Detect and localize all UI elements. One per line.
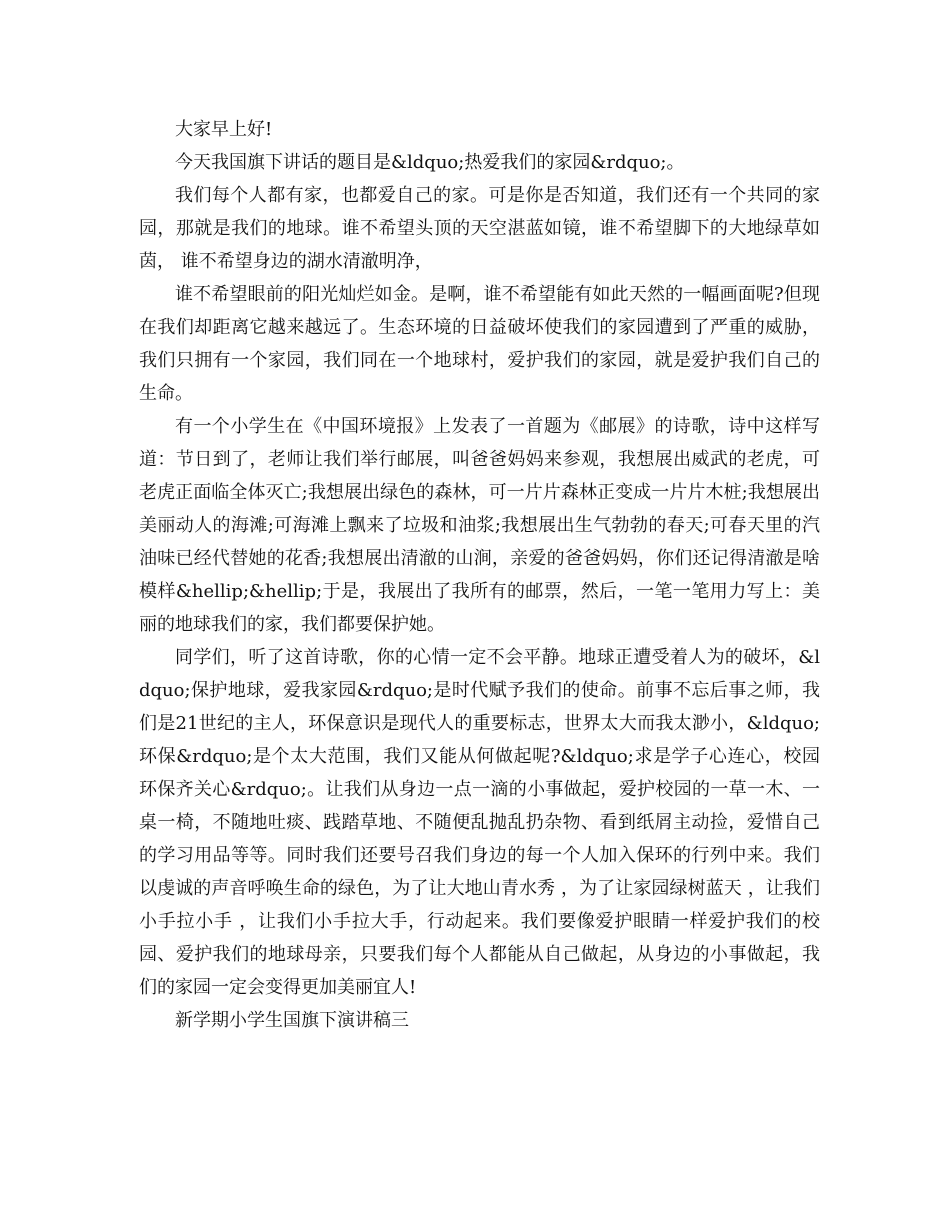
paragraph-sunlight: 谁不希望眼前的阳光灿烂如金。是啊，谁不希望能有如此天然的一幅画面呢?但现在我们却距离它越来越远了。生态环境的日益破坏使我们的家园遭到了严重的威胁，我们只拥有一个家园，我们同在一个地球村，爱护我们的家园，就是爱护我们自己的生命。: [139, 284, 820, 404]
paragraph-classmates: 同学们，听了这首诗歌，你的心情一定不会平静。地球正遭受着人为的破坏，&ldquo;保护地球，爱我家园&rdquo;是时代赋予我们的使命。前事不忘后事之师，我们是21世纪的主人，环保意识是现代人的重要标志，世界太大而我太渺小，&ldquo;环保&rdquo;是个太大范围，我们又能从何做起呢?&ldquo;求是学子心连心，校园环保齐关心&rdquo;。让我们从身边一点一滴的小事做起，爱护校园的一草一木、一桌一椅，不随地吐痰、践踏草地、不随便乱抛乱扔杂物、看到纸屑主动捡，爱惜自己的学习用品等等。同时我们还要号召我们身边的每一个人加入保环的行列中来。我们以虔诚的声音呼唤生命的绿色，为了让大地山青水秀 ，为了让家园绿树蓝天 ，让我们小手拉小手 ，让我们小手拉大手，行动起来。我们要像爱护眼睛一样爱护我们的校园、爱护我们的地球母亲，只要我们每个人都能从自己做起，从身边的小事做起，我们的家园一定会变得更加美丽宜人!: [139, 647, 820, 998]
paragraph-stamp-poem: 有一个小学生在《中国环境报》上发表了一首题为《邮展》的诗歌，诗中这样写道：节日到了，老师让我们举行邮展，叫爸爸妈妈来参观，我想展出威武的老虎，可老虎正面临全体灭亡;我想展出绿色的森林，可一片片森林正变成一片片木桩;我想展出美丽动人的海滩;可海滩上飘来了垃圾和油浆;我想展出生气勃勃的春天;可春天里的汽油味已经代替她的花香;我想展出清澈的山涧，亲爱的爸爸妈妈，你们还记得清澈是啥模样&hellip;&hellip;于是，我展出了我所有的邮票，然后，一笔一笔用力写上：美丽的地球我们的家，我们都要保护她。: [139, 416, 820, 635]
paragraph-next-title: 新学期小学生国旗下演讲稿三: [175, 1010, 409, 1031]
paragraph-greeting: 大家早上好!: [175, 119, 273, 140]
paragraph-topic: 今天我国旗下讲话的题目是&ldquo;热爱我们的家园&rdquo;。: [175, 152, 685, 173]
paragraph-shared-home: 我们每个人都有家，也都爱自己的家。可是你是否知道，我们还有一个共同的家园，那就是我们的地球。谁不希望头顶的天空湛蓝如镜，谁不希望脚下的大地绿草如茵， 谁不希望身边的湖水清澈明净，: [139, 185, 820, 272]
